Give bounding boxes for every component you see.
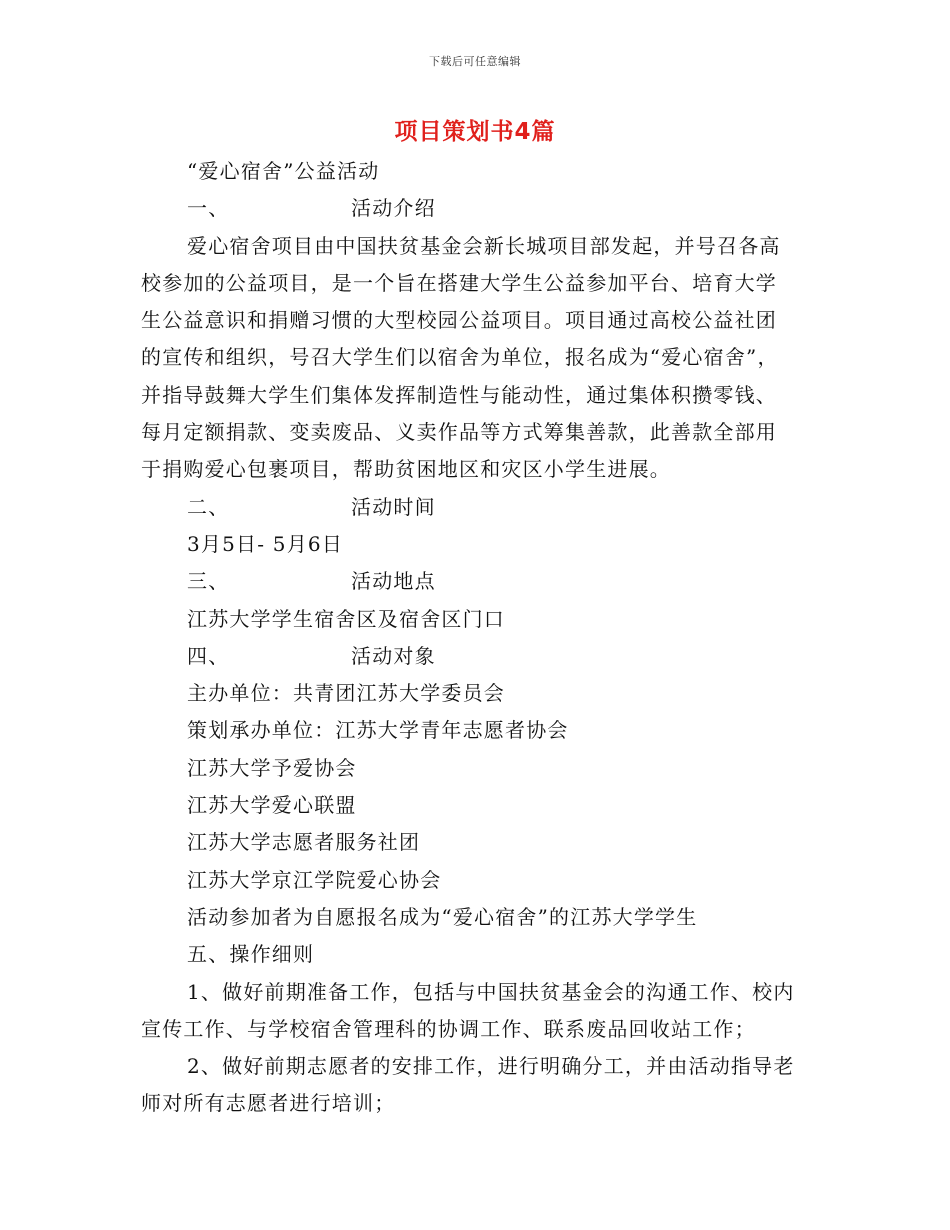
section-heading-1 — [141, 190, 811, 227]
rule-line: 1、做好前期准备工作，包括与中国扶贫基金会的沟通工作、校内 — [187, 979, 795, 1004]
rule-line: 师对所有志愿者进行培训； — [141, 1091, 396, 1116]
section-number: 一、 — [187, 196, 230, 221]
section-heading-5: 五、操作细则 — [187, 942, 315, 967]
activity-time: 3月5日- 5月6日 — [187, 531, 344, 556]
object-line: 活动参加者为自愿报名成为“爱心宿舍”的江苏大学学生 — [187, 904, 698, 929]
paragraph-line: 爱心宿舍项目由中国扶贫基金会新长城项目部发起，并号召各高 — [187, 233, 781, 258]
paragraph-line: 校参加的公益项目，是一个旨在搭建大学生公益参加平台、培育大学 — [141, 270, 777, 295]
section-title: 活动对象 — [351, 643, 436, 668]
object-line: 江苏大学爱心联盟 — [187, 793, 357, 818]
section-heading-3 — [141, 563, 811, 600]
section-title: 活动时间 — [351, 494, 436, 519]
activity-place: 江苏大学学生宿舍区及宿舍区门口 — [187, 606, 505, 631]
paragraph-line: 并指导鼓舞大学生们集体发挥制造性与能动性，通过集体积攒零钱、 — [141, 382, 777, 407]
rule-line: 宣传工作、与学校宿舍管理科的协调工作、联系废品回收站工作； — [141, 1016, 756, 1041]
paragraph-line: 于捐购爱心包裹项目，帮助贫困地区和灾区小学生进展。 — [141, 457, 671, 482]
paragraph-line: 生公益意识和捐赠习惯的大型校园公益项目。项目通过高校公益社团 — [141, 308, 777, 333]
paragraph-line: 的宣传和组织，号召大学生们以宿舍为单位，报名成为“爱心宿舍”， — [141, 345, 779, 370]
object-line: 江苏大学予爱协会 — [187, 755, 357, 780]
section-number: 四、 — [187, 643, 230, 668]
object-line: 策划承办单位：江苏大学青年志愿者协会 — [187, 718, 569, 743]
section-number: 三、 — [187, 569, 230, 594]
object-line: 江苏大学志愿者服务社团 — [187, 830, 421, 855]
rule-line: 2、做好前期志愿者的安排工作，进行明确分工，并由活动指导老 — [187, 1054, 795, 1079]
object-line: 江苏大学京江学院爱心协会 — [187, 867, 442, 892]
section-title: 活动地点 — [351, 569, 436, 594]
document-body — [141, 153, 811, 1123]
section-title: 活动介绍 — [351, 196, 436, 221]
header-note: 下载后可任意编辑 — [429, 55, 521, 68]
object-line: 主办单位：共青团江苏大学委员会 — [187, 681, 505, 706]
section-heading-4 — [141, 638, 811, 675]
document-title: 项目策划书4篇 — [394, 119, 556, 145]
subtitle: “爱心宿舍”公益活动 — [187, 159, 380, 183]
section-heading-2 — [141, 489, 811, 526]
section-number: 二、 — [187, 494, 230, 519]
paragraph-line: 每月定额捐款、变卖废品、义卖作品等方式筹集善款，此善款全部用 — [141, 420, 777, 445]
